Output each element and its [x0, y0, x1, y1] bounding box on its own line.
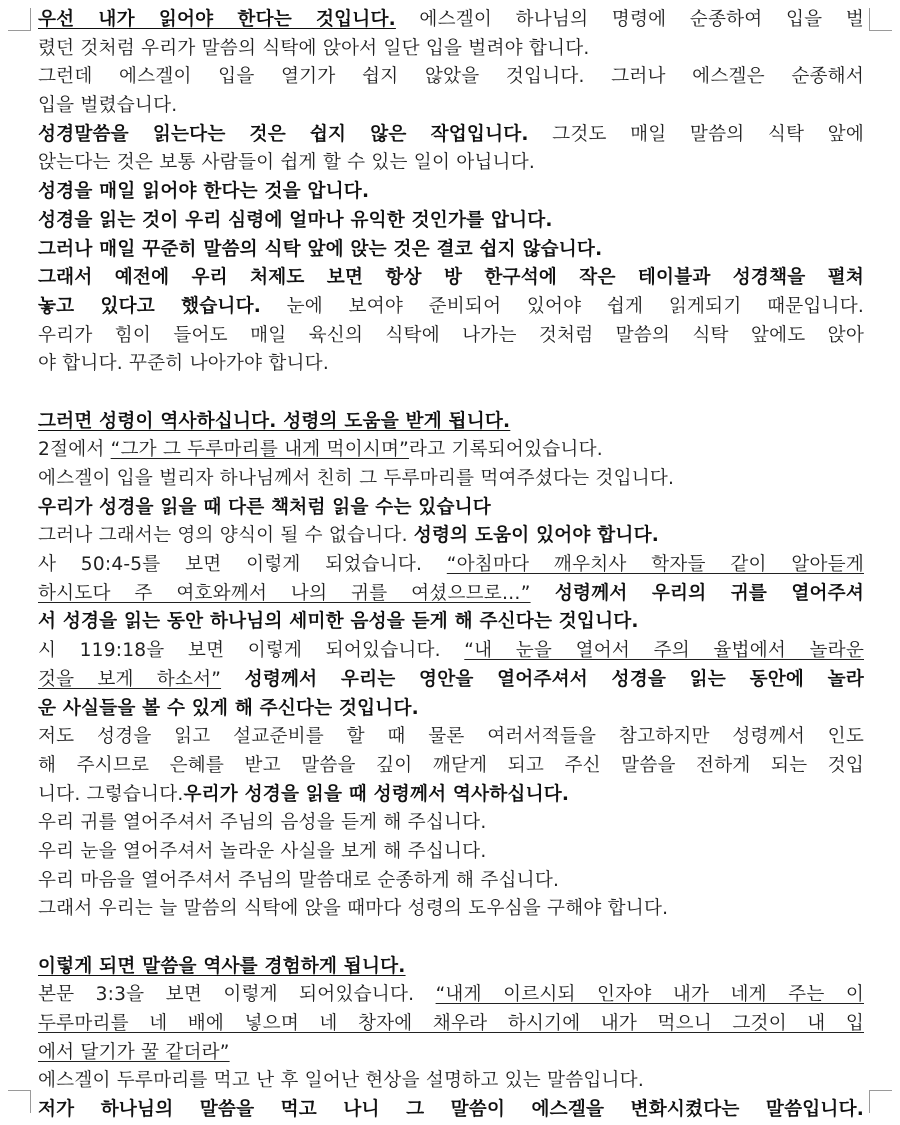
underlined-text-run: 것을 보게 하소서” [38, 668, 222, 690]
text-line [38, 953, 864, 982]
text-line [38, 121, 864, 150]
text-run: 눈에 보여야 준비되어 있어야 쉽게 읽게되기 때문입니다. [261, 295, 864, 317]
text-line [38, 637, 864, 666]
underlined-text-run: “내 눈을 열어서 주의 율법에서 놀라운 [464, 640, 864, 662]
underlined-text-run: 에서 달기가 꿀 같더라” [38, 1041, 230, 1063]
text-line [38, 494, 864, 523]
text-run: 우리 눈을 열어주셔서 놀라운 사실을 보게 해 주십니다. [38, 840, 487, 862]
text-run: 그것도 매일 말씀의 식탁 앞에 [528, 123, 864, 145]
paragraph-spacer [38, 379, 864, 408]
text-run: 해 주시므로 은혜를 받고 말씀을 깊이 깨닫게 되고 주신 말씀을 전하게 되는 것입 [38, 754, 864, 776]
text-run: 에스겔이 입을 벌리자 하나님께서 친히 그 두루마리를 먹여주셨다는 것입니다. [38, 468, 675, 489]
text-line [38, 522, 864, 551]
text-line [38, 92, 864, 121]
text-line [38, 322, 864, 351]
text-line [38, 465, 864, 494]
text-line [38, 408, 864, 437]
text-run: 시 119:18을 보면 이렇게 되어있습니다. [38, 640, 465, 662]
text-line [38, 436, 864, 465]
text-line [38, 149, 864, 178]
text-line [38, 723, 864, 752]
text-line [38, 895, 864, 924]
text-line [38, 63, 864, 92]
text-line [38, 1010, 864, 1039]
text-line [38, 867, 864, 896]
underlined-text-run: “내게 이르시되 인자야 내가 네게 주는 이 [435, 984, 864, 1006]
text-run: 우리가 힘이 들어도 매일 육신의 식탁에 나가는 것처럼 말씀의 식탁 앞에도 앉아 [38, 324, 864, 346]
underlined-text-run: 그러면 성령이 역사하십니다. 성령의 도움을 받게 됩니다. [38, 410, 511, 432]
text-line [38, 350, 864, 379]
text-run: 니다. 그렇습니다. [38, 783, 184, 805]
text-line [38, 207, 864, 236]
text-line [38, 6, 864, 35]
text-line [38, 1067, 864, 1096]
text-run: 우리 마음을 열어주셔서 주님의 말씀대로 순종하게 해 주십니다. [38, 869, 560, 891]
text-run: 그러나 그래서는 영의 양식이 될 수 없습니다. [38, 525, 414, 547]
underlined-text-run: 이렇게 되면 말씀을 역사를 경험하게 됩니다. [38, 955, 406, 977]
text-line [38, 551, 864, 580]
paragraph-spacer [38, 924, 864, 953]
bold-text-run: 성경을 읽는 것이 우리 심령에 얼마나 유익한 것인가를 압니다. [38, 209, 553, 231]
underlined-text-run: 두루마리를 네 배에 넣으며 네 창자에 채우라 하시기에 내가 먹으니 그것이 내 입 [38, 1013, 864, 1035]
text-line [38, 781, 864, 810]
text-line [38, 1039, 864, 1068]
text-run: 입을 벌렸습니다. [38, 95, 178, 117]
page-corner-mark-bottom-left [8, 1090, 31, 1113]
page-corner-mark-top-left [8, 8, 31, 31]
text-line [38, 838, 864, 867]
bold-text-run: 성령의 도움이 있어야 합니다. [413, 525, 660, 547]
text-line [38, 35, 864, 64]
bold-text-run: 저가 하나님의 말씀을 먹고 나니 그 말씀이 에스겔을 변화시켰다는 말씀입니다. [38, 1099, 864, 1121]
bold-text-run: 성령께서 우리는 영안을 열어주셔서 성경을 읽는 동안에 놀라 [221, 668, 864, 690]
text-run: 사 50:4-5를 보면 이렇게 되었습니다. [38, 554, 447, 576]
text-line [38, 178, 864, 207]
bold-text-run: 서 성경을 읽는 동안 하나님의 세미한 음성을 듣게 해 주신다는 것입니다. [38, 611, 639, 633]
text-run: 에스겔이 두루마리를 먹고 난 후 일어난 현상을 설명하고 있는 말씀입니다. [38, 1070, 644, 1092]
underlined-text-run: 하시도다 주 여호와께서 나의 귀를 여셨으므로…” [38, 582, 531, 604]
text-line [38, 264, 864, 293]
underlined-text-run: “그가 그 두루마리를 내게 먹이시며” [110, 439, 410, 461]
text-run: 본문 3:3을 보면 이렇게 되어있습니다. [38, 984, 436, 1006]
bold-text-run: 성령께서 우리의 귀를 열어주셔 [530, 582, 864, 604]
page-corner-mark-top-right [869, 8, 892, 31]
text-run: 우리 귀를 열어주셔서 주님의 음성을 듣게 해 주십니다. [38, 812, 487, 834]
text-run: 저도 성경을 읽고 설교준비를 할 때 물론 여러서적들을 참고하지만 성령께서 인도 [38, 726, 864, 748]
text-run: 2절에서 [38, 439, 111, 461]
bold-text-run: 우리가 성경을 읽을 때 성령께서 역사하십니다. [183, 783, 570, 805]
bold-text-run: 그래서 예전에 우리 처제도 보면 항상 방 한구석에 작은 테이블과 성경책을 펼쳐 [38, 267, 864, 289]
underlined-text-run: “아침마다 깨우치사 학자들 같이 알아듣게 [446, 554, 864, 576]
text-line [38, 666, 864, 695]
text-line [38, 695, 864, 724]
text-run: 그래서 우리는 늘 말씀의 식탁에 앉을 때마다 성령의 도우심을 구해야 합니다. [38, 898, 669, 920]
text-run: 그런데 에스겔이 입을 열기가 쉽지 않았을 것입니다. 그러나 에스겔은 순종해서 [38, 66, 864, 88]
document-body[interactable] [38, 6, 864, 1125]
text-run: 에스겔이 하나님의 명령에 순종하여 입을 벌 [395, 9, 864, 30]
page-corner-mark-bottom-right [869, 1090, 892, 1113]
text-run: 앉는다는 것은 보통 사람들이 쉽게 할 수 있는 일이 아닙니다. [38, 152, 535, 174]
bold-text-run: 그러나 매일 꾸준히 말씀의 식탁 앞에 앉는 것은 결코 쉽지 않습니다. [38, 238, 603, 260]
text-line [38, 981, 864, 1010]
bold-text-run: 성경을 매일 읽어야 한다는 것을 압니다. [38, 181, 370, 203]
bold-text-run: 성경말씀을 읽는다는 것은 쉽지 않은 작업입니다. [38, 123, 529, 145]
text-line [38, 809, 864, 838]
bold-text-run: 놓고 있다고 했습니다. [38, 295, 262, 317]
bold-text-run: 운 사실들을 볼 수 있게 해 주신다는 것입니다. [38, 697, 419, 719]
text-line [38, 580, 864, 609]
bold-text-run: 우리가 성경을 읽을 때 다른 책처럼 읽을 수는 있습니다 [38, 496, 491, 518]
text-run: 야 합니다. 꾸준히 나아가야 합니다. [38, 353, 329, 375]
text-line [38, 752, 864, 781]
text-line [38, 236, 864, 265]
text-line [38, 608, 864, 637]
text-run: 렸던 것처럼 우리가 말씀의 식탁에 앉아서 일단 입을 벌려야 합니다. [38, 37, 590, 59]
underlined-text-run: 우선 내가 읽어야 한다는 것입니다. [38, 9, 396, 30]
text-line [38, 293, 864, 322]
text-run: 라고 기록되어있습니다. [409, 439, 603, 461]
